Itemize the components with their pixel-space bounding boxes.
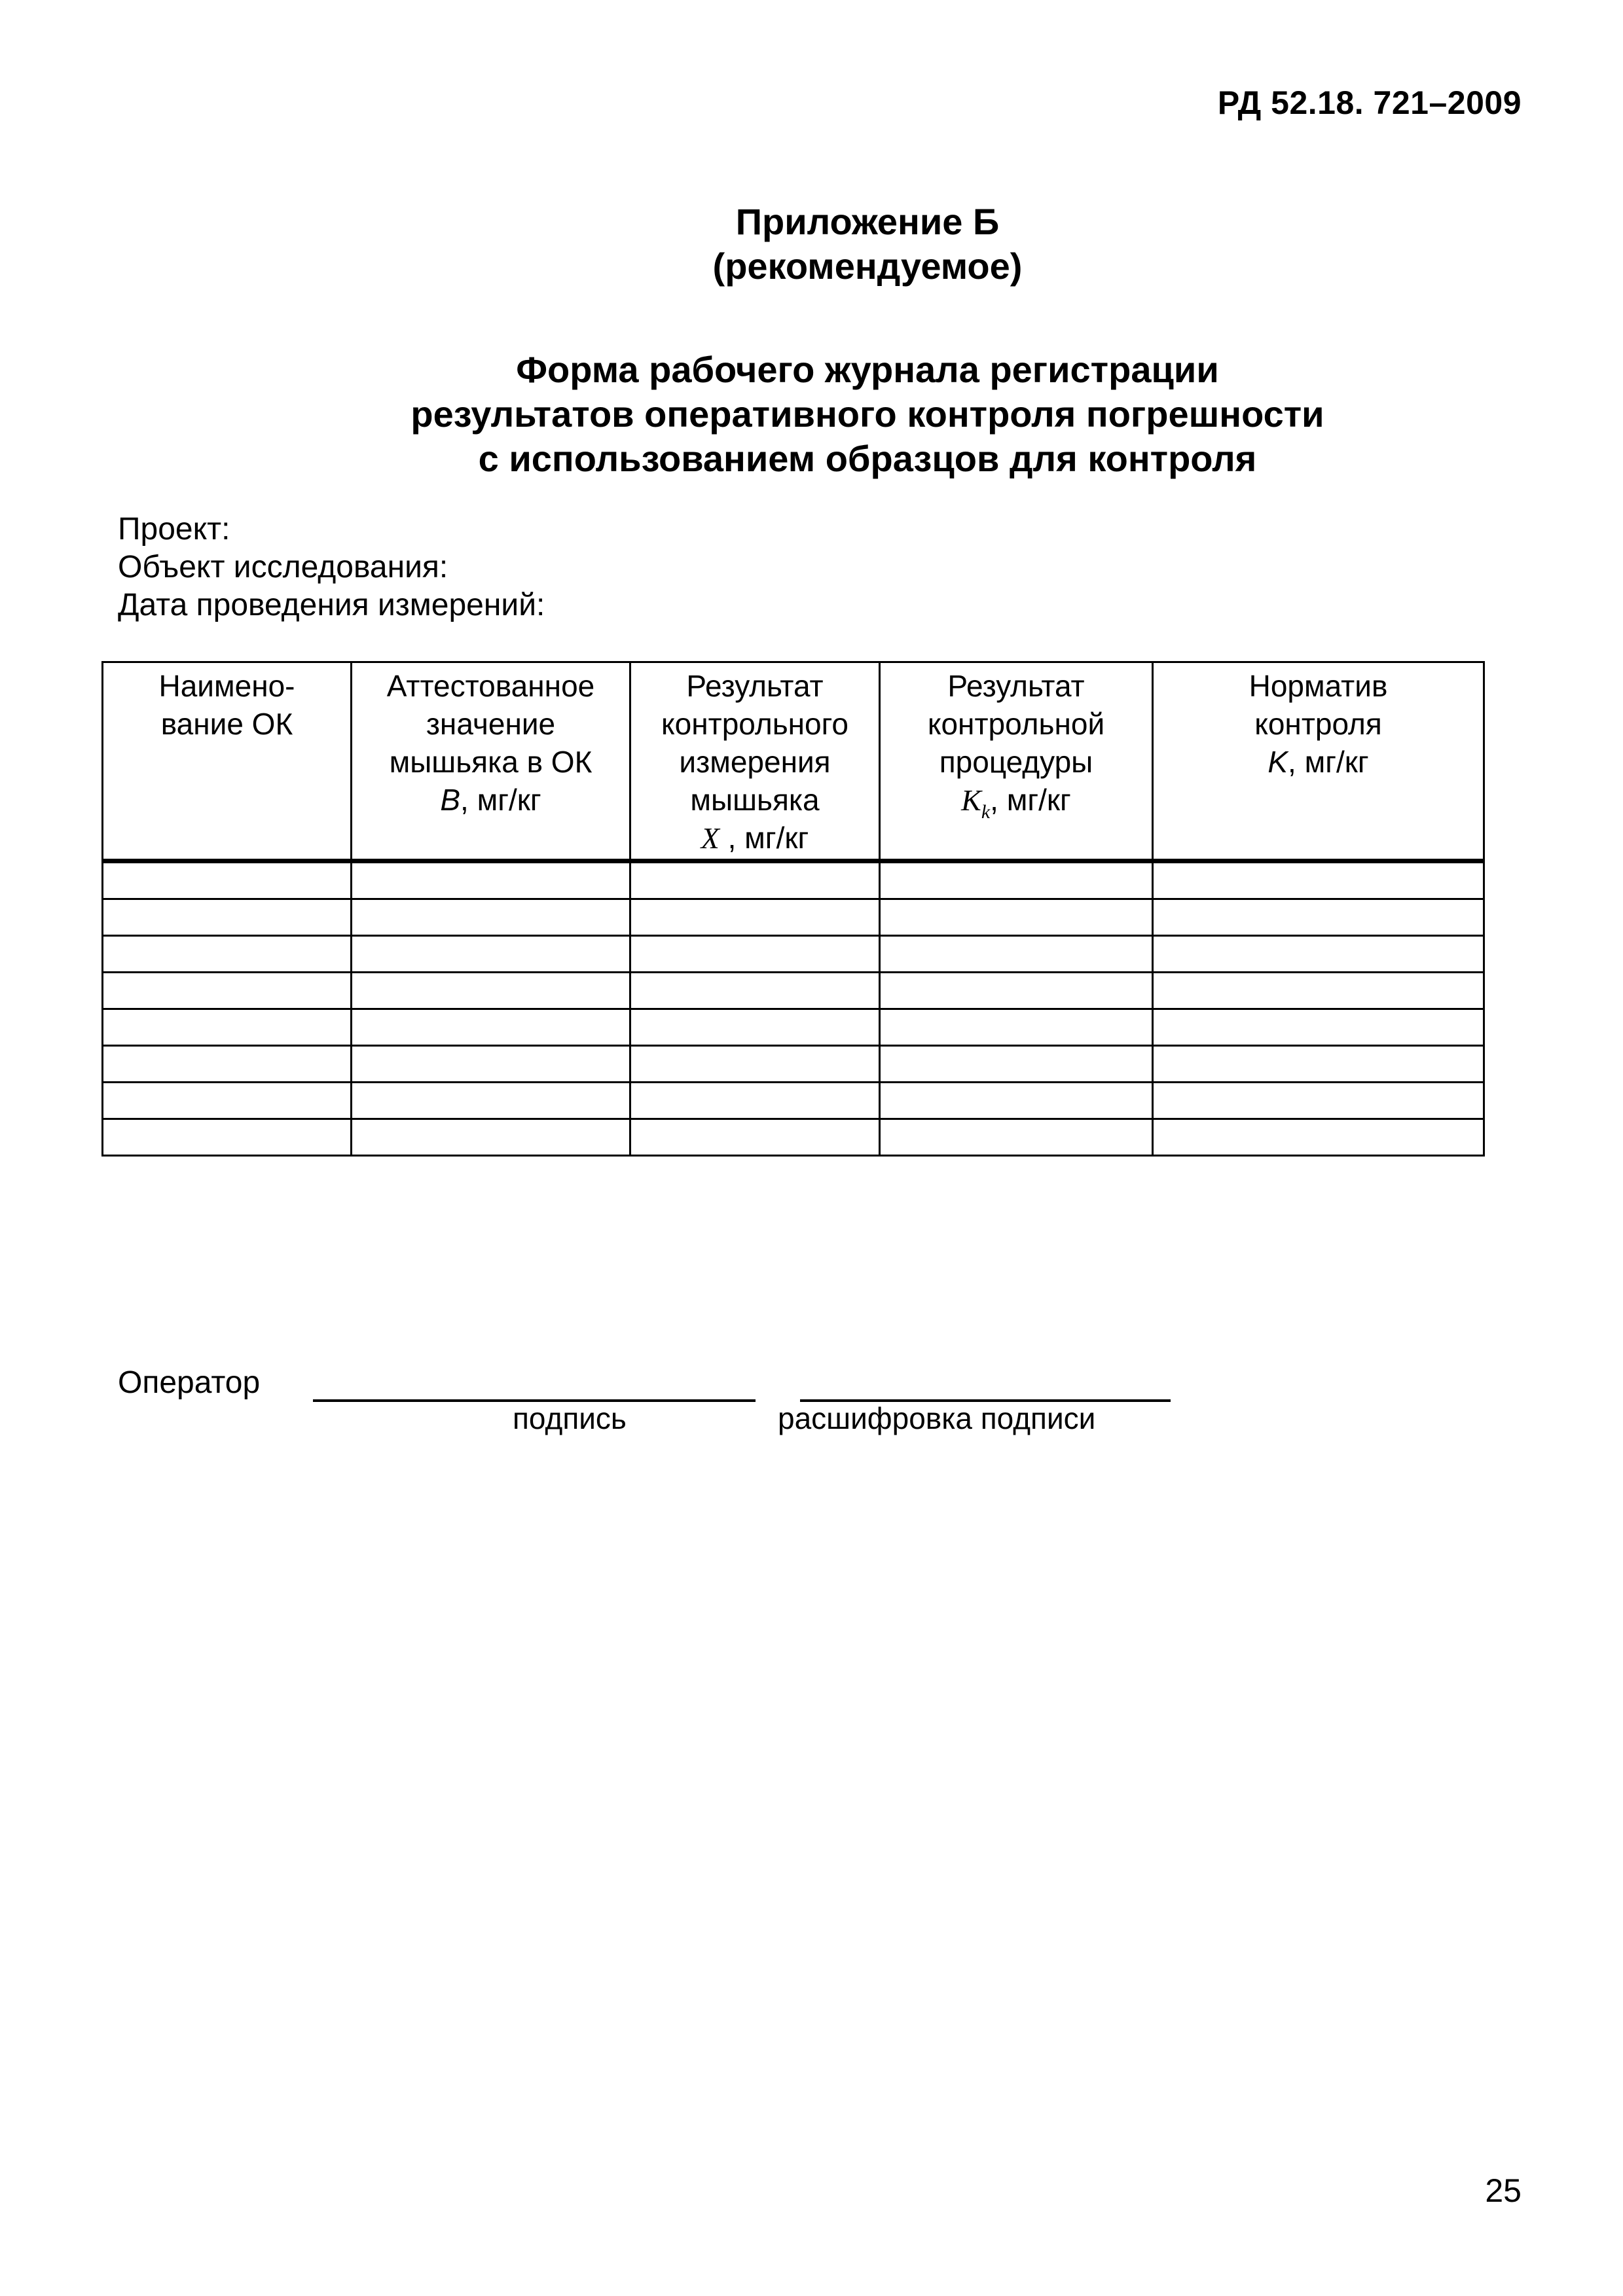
- table-cell[interactable]: [880, 973, 1153, 1009]
- table-cell[interactable]: [352, 899, 630, 936]
- table-cell[interactable]: [880, 1083, 1153, 1119]
- table-cell[interactable]: [880, 1046, 1153, 1083]
- table-cell[interactable]: [1153, 1083, 1484, 1119]
- table-cell[interactable]: [103, 1119, 352, 1156]
- table-cell[interactable]: [103, 936, 352, 973]
- table-cell[interactable]: [1153, 1046, 1484, 1083]
- table-cell[interactable]: [1153, 861, 1484, 899]
- date-label: Дата проведения измерений:: [118, 588, 545, 622]
- form-title-line-1: Форма рабочего журнала регистрации: [516, 349, 1219, 390]
- signature-caption: подпись: [513, 1401, 627, 1435]
- table-cell[interactable]: [1153, 936, 1484, 973]
- table-cell[interactable]: [630, 1046, 880, 1083]
- table-cell[interactable]: [1153, 973, 1484, 1009]
- table-row: [103, 1009, 1484, 1046]
- title-block: [360, 200, 1375, 481]
- table-row: [103, 1083, 1484, 1119]
- page-number: 25: [1485, 2172, 1522, 2209]
- journal-table: [101, 661, 1485, 1157]
- table-cell[interactable]: [103, 861, 352, 899]
- header-row: [103, 662, 1484, 861]
- operator-label: Оператор: [118, 1365, 261, 1400]
- document-code: РД 52.18. 721–2009: [1217, 84, 1522, 121]
- table-cell[interactable]: [103, 973, 352, 1009]
- table-cell[interactable]: [630, 1083, 880, 1119]
- table-cell[interactable]: [1153, 1009, 1484, 1046]
- table-row: [103, 1119, 1484, 1156]
- table-cell[interactable]: [352, 1046, 630, 1083]
- header-certified-value: Аттестованное значение мышьяка в ОК B, мг/кг: [352, 662, 630, 861]
- table-cell[interactable]: [103, 1009, 352, 1046]
- table-row: [103, 936, 1484, 973]
- table-cell[interactable]: [630, 899, 880, 936]
- header-control-procedure: Результат контрольной процедуры $K_k$, мг/кг: [880, 662, 1153, 861]
- table-cell[interactable]: [352, 861, 630, 899]
- table-cell[interactable]: [1153, 1119, 1484, 1156]
- table-cell[interactable]: [630, 936, 880, 973]
- project-label: Проект:: [118, 512, 230, 547]
- form-title-line-2: результатов оперативного контроля погрешности: [410, 393, 1324, 435]
- table-row: [103, 973, 1484, 1009]
- table-cell[interactable]: [352, 1119, 630, 1156]
- object-label: Объект исследования:: [118, 550, 448, 584]
- table-cell[interactable]: [880, 861, 1153, 899]
- header-control-measurement: Результат контрольного измерения мышьяка X , мг/кг: [630, 662, 880, 861]
- table-cell[interactable]: [880, 1119, 1153, 1156]
- table-cell[interactable]: [630, 861, 880, 899]
- form-title-line-3: с использованием образцов для контроля: [478, 438, 1257, 479]
- form-meta: [118, 511, 545, 624]
- appendix-status: (рекомендуемое): [712, 245, 1023, 287]
- table-cell[interactable]: [103, 899, 352, 936]
- table-cell[interactable]: [352, 936, 630, 973]
- appendix-title: Приложение Б: [735, 201, 1000, 242]
- table-cell[interactable]: [352, 1009, 630, 1046]
- signature-decoding-caption: расшифровка подписи: [778, 1401, 1096, 1435]
- table-row: [103, 899, 1484, 936]
- table-cell[interactable]: [630, 1009, 880, 1046]
- header-name: Наимено- вание ОК: [103, 662, 352, 861]
- table-row: [103, 1046, 1484, 1083]
- table-cell[interactable]: [352, 973, 630, 1009]
- table-row: [103, 861, 1484, 899]
- table-cell[interactable]: [880, 1009, 1153, 1046]
- table-cell[interactable]: [880, 899, 1153, 936]
- table-cell[interactable]: [880, 936, 1153, 973]
- table-cell[interactable]: [352, 1083, 630, 1119]
- table-cell[interactable]: [630, 973, 880, 1009]
- table-cell[interactable]: [103, 1046, 352, 1083]
- table-cell[interactable]: [1153, 899, 1484, 936]
- table-cell[interactable]: [630, 1119, 880, 1156]
- table-cell[interactable]: [103, 1083, 352, 1119]
- header-control-standard: Норматив контроля K, мг/кг: [1153, 662, 1484, 861]
